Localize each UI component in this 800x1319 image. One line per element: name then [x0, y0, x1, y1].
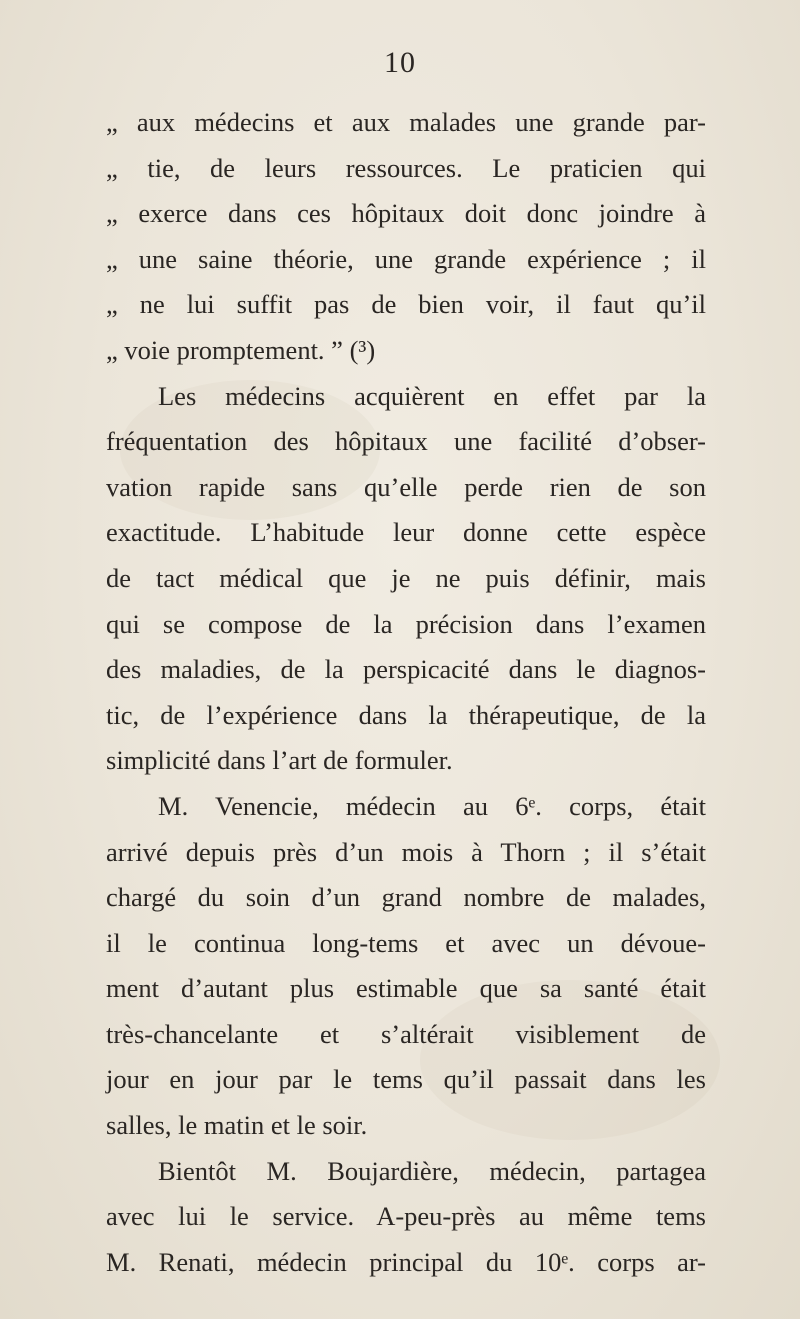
text-line: jour en jour par le tems qu’il passait dans les [106, 1064, 706, 1095]
text-line: „ tie, de leurs ressources. Le praticien qui [106, 152, 706, 183]
paragraph-start: Bientôt M. Boujardière, médecin, partagea [158, 1155, 706, 1186]
text-line: „ voie promptement. ” (³) [106, 334, 376, 365]
body-text [106, 100, 706, 1285]
text-line: des maladies, de la perspicacité dans le diagnos- [106, 654, 706, 685]
page-number: 10 [384, 46, 416, 79]
text-line: très-chancelante et s’altérait visiblement de [106, 1018, 706, 1049]
text-line: tic, de l’expérience dans la thérapeutique, de la [106, 699, 706, 730]
text-line: „ une saine théorie, une grande expérience ; il [106, 243, 706, 274]
text-line: „ aux médecins et aux malades une grande par- [106, 107, 706, 137]
text-line: vation rapide sans qu’elle perde rien de son [106, 471, 706, 502]
text-line: chargé du soin d’un grand nombre de malades, [106, 882, 706, 913]
paragraph-start: M. Venencie, médecin au 6ᵉ. corps, était [158, 790, 706, 821]
text-line: simplicité dans l’art de formuler. [106, 745, 453, 776]
paragraph-start: Les médecins acquièrent en effet par la [158, 380, 706, 411]
text-line: de tact médical que je ne puis définir, mais [106, 562, 706, 593]
text-line: fréquentation des hôpitaux une facilité d’obser- [106, 426, 706, 457]
text-line: „ ne lui suffit pas de bien voir, il faut qu’il [106, 289, 706, 320]
text-line: „ exerce dans ces hôpitaux doit donc joindre à [106, 198, 706, 229]
text-line: ment d’autant plus estimable que sa santé était [106, 973, 706, 1004]
text-line: il le continua long-tems et avec un dévoue- [106, 927, 706, 958]
text-line: qui se compose de la précision dans l’examen [106, 608, 706, 639]
text-line: salles, le matin et le soir. [106, 1110, 368, 1141]
text-line: arrivé depuis près d’un mois à Thorn ; il s’était [106, 836, 706, 867]
text-line: avec lui le service. A-peu-près au même tems [106, 1201, 706, 1232]
text-line: M. Renati, médecin principal du 10ᵉ. corps ar- [106, 1246, 706, 1277]
text-line: exactitude. L’habitude leur donne cette espèce [106, 517, 706, 548]
